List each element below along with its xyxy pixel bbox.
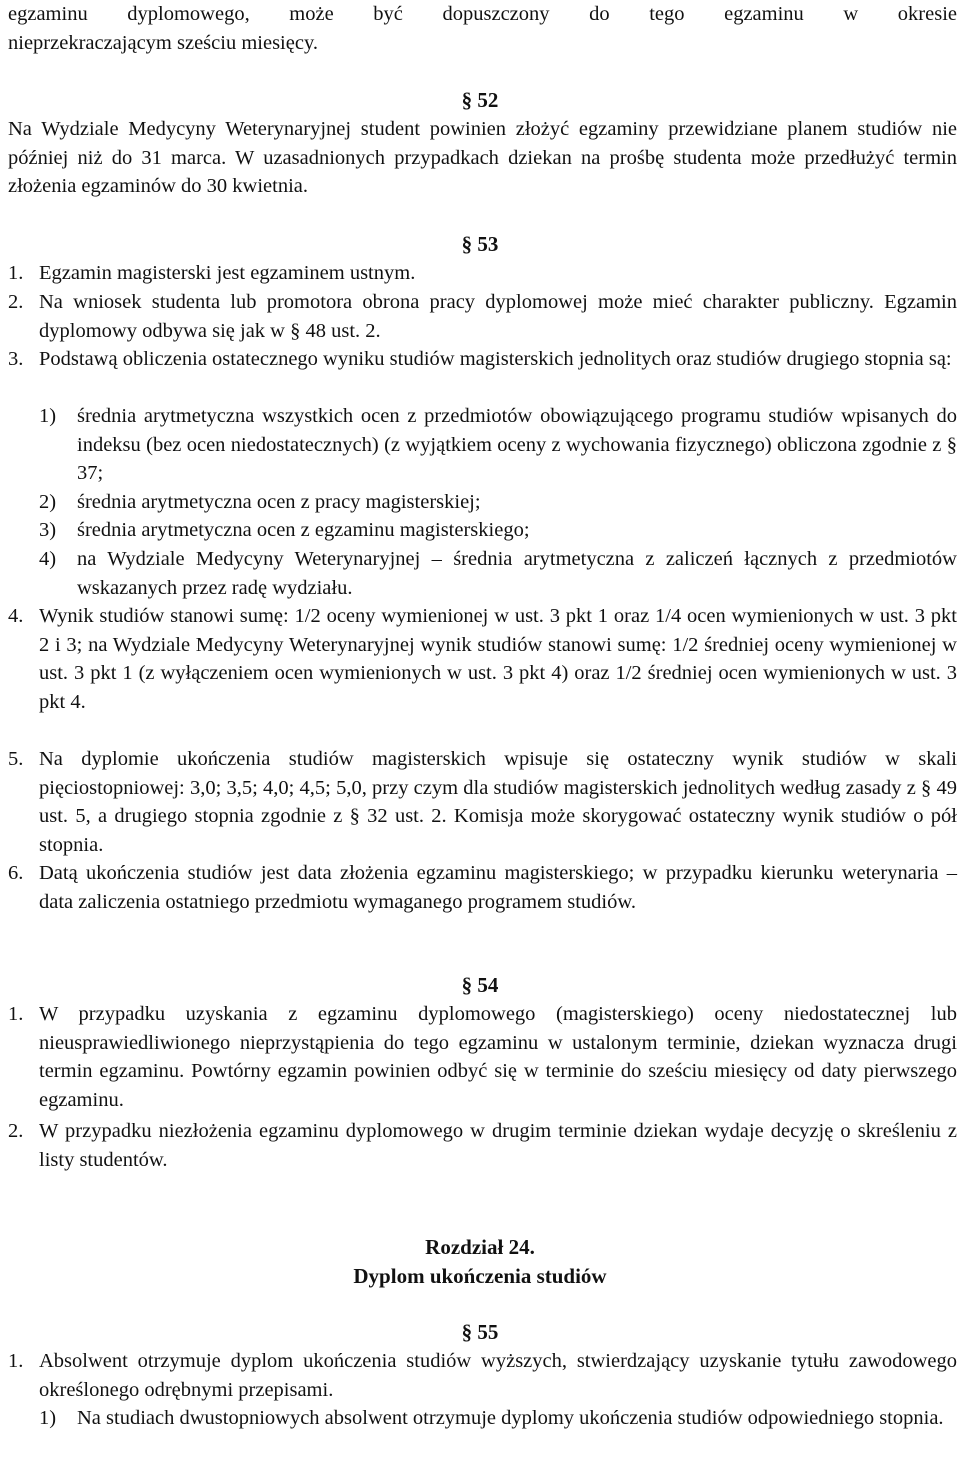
intro-line-2: nieprzekraczającym sześciu miesięcy. xyxy=(8,32,318,54)
s55-item-1-text: Absolwent otrzymuje dyplom ukończenia studiów wyższych, stwierdzający uzyskanie tytułu zawodowego określonego odrębnymi przepisami. xyxy=(39,1350,957,1401)
s53-item-3-sub-3-number: 3) xyxy=(39,519,57,541)
s55-item-1-number: 1. xyxy=(8,1350,24,1372)
s53-item-6-number: 6. xyxy=(8,862,24,884)
s53-item-3-text: Podstawą obliczenia ostatecznego wyniku studiów magisterskich jednolitych oraz studiów drugiego stopnia są: xyxy=(39,348,952,370)
s55-sub-1-number: 1) xyxy=(39,1407,57,1429)
intro-line-1: egzaminu dyplomowego, może być dopuszczony do tego egzaminu w okresie xyxy=(8,3,957,25)
s53-item-4-number: 4. xyxy=(8,605,24,627)
s53-item-5-number: 5. xyxy=(8,748,24,770)
section-55-heading: § 55 xyxy=(461,1320,499,1344)
s54-item-2-number: 2. xyxy=(8,1120,24,1142)
s53-item-2-text: Na wniosek studenta lub promotora obrona pracy dyplomowej może mieć charakter publiczny. Egzamin dyplomowy odbywa się jak w § 48 ust. 2. xyxy=(39,291,957,342)
s53-item-3-number: 3. xyxy=(8,348,24,370)
s53-item-3-sub-2-number: 2) xyxy=(39,491,57,513)
s53-item-3-sub-2-text: średnia arytmetyczna ocen z pracy magisterskiej; xyxy=(77,491,481,513)
chapter-number: Rozdział 24. xyxy=(425,1235,535,1259)
s53-item-1-number: 1. xyxy=(8,262,24,284)
s53-item-3-sub-1-number: 1) xyxy=(39,405,57,427)
s53-item-1-text: Egzamin magisterski jest egzaminem ustnym. xyxy=(39,262,416,284)
s53-item-3-sub-1-text: średnia arytmetyczna wszystkich ocen z przedmiotów obowiązującego programu studiów wpisanych do indeksu (bez ocen niedostatecznych) (z wyjątkiem oceny z wychowania fizycznego) obliczona zgodnie z § 37; xyxy=(77,405,957,485)
section-54-heading: § 54 xyxy=(461,973,499,997)
s53-item-6-text: Datą ukończenia studiów jest data złożenia egzaminu magisterskiego; w przypadku kierunku weterynaria – data zaliczenia ostatniego przedmiotu wymaganego programem studiów. xyxy=(39,862,957,913)
section-52-text: Na Wydziale Medycyny Weterynaryjnej student powinien złożyć egzaminy przewidziane planem studiów nie później niż do 31 marca. W uzasadnionych przypadkach dziekan na prośbę studenta może przedłużyć termin złożenia egzaminów do 30 kwietnia. xyxy=(8,118,957,198)
section-52-heading: § 52 xyxy=(461,88,499,112)
s53-item-3-sub-4-number: 4) xyxy=(39,548,57,570)
s53-item-3-sub-4-text: na Wydziale Medycyny Weterynaryjnej – średnia arytmetyczna z zaliczeń łącznych z przedmiotów wskazanych przez radę wydziału. xyxy=(77,548,957,599)
s53-item-5-text: Na dyplomie ukończenia studiów magisterskich wpisuje się ostateczny wynik studiów w skali pięciostopniowej: 3,0; 3,5; 4,0; 4,5; 5,0, przy czym dla studiów magisterskich jednolitych według zasady z § 49 ust. 5, a drugiego stopnia zgodnie z § 32 ust. 2. Komisja może skorygować ostateczny wynik studiów o pół stopnia. xyxy=(39,748,957,856)
section-53-heading: § 53 xyxy=(461,232,499,256)
s54-item-1-text: W przypadku uzyskania z egzaminu dyplomowego (magisterskiego) oceny niedostatecznej lub nieusprawiedliwionego nieprzystąpienia do tego egzaminu w ustalonym terminie, dziekan wyznacza drugi termin egzaminu. Powtórny egzamin powinien odbyć się w terminie do sześciu miesięcy od daty pierwszego egzaminu. xyxy=(39,1003,957,1111)
s54-item-2-text: W przypadku niezłożenia egzaminu dyplomowego w drugim terminie dziekan wydaje decyzję o skreśleniu z listy studentów. xyxy=(39,1120,957,1171)
s55-sub-1-text: Na studiach dwustopniowych absolwent otrzymuje dyplomy ukończenia studiów odpowiedniego stopnia. xyxy=(77,1407,944,1429)
s53-item-2-number: 2. xyxy=(8,291,24,313)
chapter-title: Dyplom ukończenia studiów xyxy=(353,1264,607,1288)
s53-item-4-text: Wynik studiów stanowi sumę: 1/2 oceny wymienionej w ust. 3 pkt 1 oraz 1/4 ocen wymienionych w ust. 3 pkt 2 i 3; na Wydziale Medycyny Weterynaryjnej wynik studiów stanowi sumę: 1/2 średniej oceny wymienionej w ust. 3 pkt 1 (z wyłączeniem ocen wymienionych w ust. 3 pkt 4) oraz 1/2 średniej ocen wymienionych w ust. 3 pkt 4. xyxy=(39,605,957,713)
s53-item-3-sub-3-text: średnia arytmetyczna ocen z egzaminu magisterskiego; xyxy=(77,519,530,541)
s54-item-1-number: 1. xyxy=(8,1003,24,1025)
